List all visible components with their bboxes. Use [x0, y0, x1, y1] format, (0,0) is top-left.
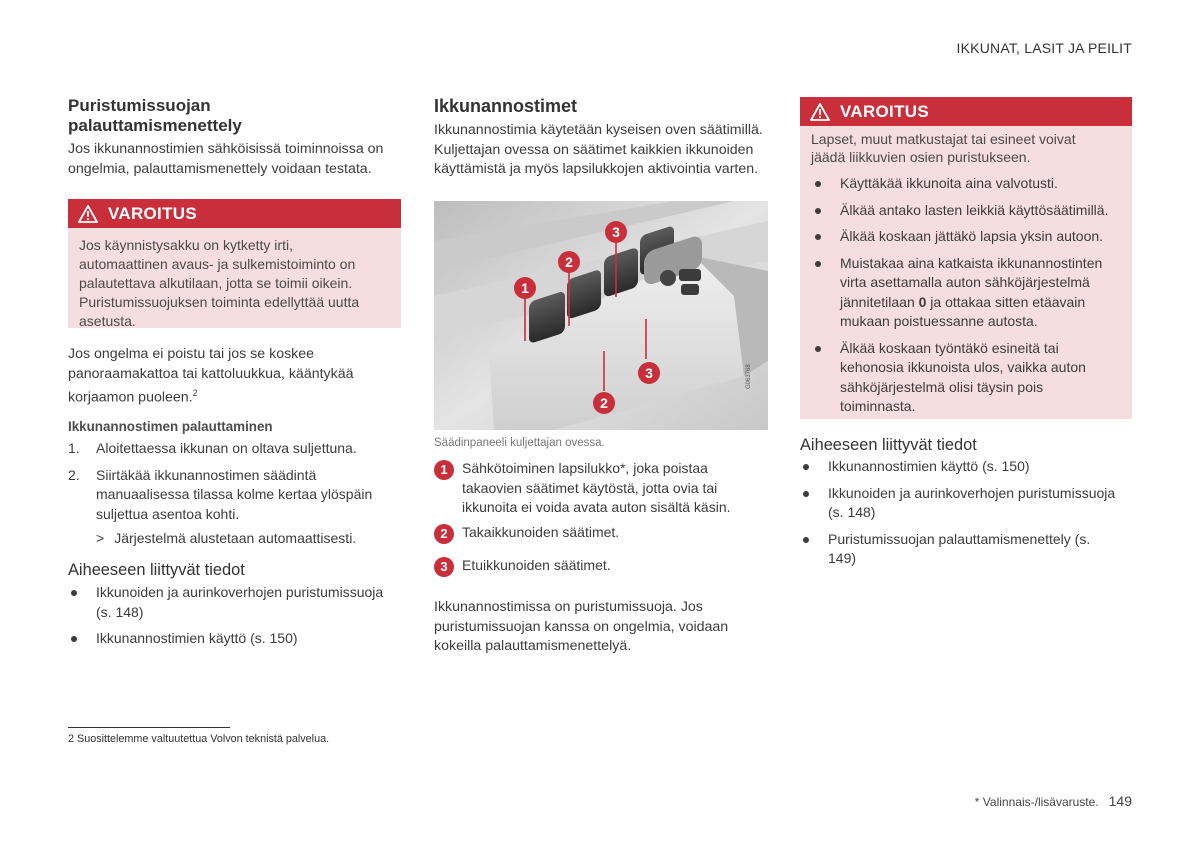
warning-box — [68, 199, 401, 328]
warning-title: VAROITUS — [840, 101, 929, 121]
footnote-number: 2 — [68, 733, 75, 745]
section-heading — [68, 96, 401, 136]
subheading: Ikkunannostimen palauttaminen — [68, 419, 273, 434]
section-heading: Ikkunannostimet — [434, 96, 578, 116]
related-link[interactable]: Ikkunoiden ja aurinkoverhojen puristumissuoja (s. 148) — [800, 484, 1120, 523]
related-link[interactable]: Ikkunoiden ja aurinkoverhojen puristumissuoja (s. 148) — [68, 583, 388, 622]
warning-triangle-icon — [68, 205, 108, 223]
related-link[interactable]: Ikkunannostimien käyttö (s. 150) — [68, 629, 388, 649]
optional-equipment-note: * Valinnais-/lisävaruste. — [974, 795, 1099, 809]
legend-text: Takaikkunoiden säätimet. — [462, 523, 620, 540]
legend-text: Etuikkunoiden säätimet. — [462, 557, 611, 573]
legend-number: 2 — [434, 524, 454, 544]
related-heading: Aiheeseen liittyvät tiedot — [800, 436, 977, 454]
warning-item-text: Muistakaa aina katkaista ikkunannostinten virta asettamalla auton sähköjärjestelmä jännitetilaan — [840, 254, 1103, 310]
step-text: Siirtäkää ikkunannostimen säädintä manuaalisessa tilassa kolme kertaa ylöspäin suljettua asentoa kohti. — [96, 466, 373, 522]
intro-text: Ikkunannostimia käytetään kyseisen oven säätimillä. Kuljettajan ovessa on säätimet kaikkien ikkunoiden käyttämistä ja myös lapsilukkojen aktivointia varten. — [434, 122, 763, 177]
warning-item-text: ja ottakaa sitten etäavain mukaan poistuessanne autosta. — [840, 293, 1086, 329]
step-number: 1. — [68, 440, 80, 456]
steps-list — [68, 439, 401, 524]
step-text: Aloitettaessa ikkunan on oltava suljettuna. — [96, 440, 357, 456]
step-item — [68, 466, 401, 525]
intro-text: Jos ikkunannostimien sähköisissä toiminnoissa on ongelmia, palauttamismenettely voidaan testata. — [68, 141, 384, 177]
body-paragraph-text: Jos ongelma ei poistu tai jos se koskee panoraamakattoa tai kattoluukkua, kääntykää korjaamon puoleen. — [68, 346, 354, 406]
section-heading-line2: palauttamismenettely — [68, 116, 242, 135]
footnote-text: Suosittelemme valtuutettua Volvon teknistä palvelua. — [77, 733, 330, 745]
step-item — [68, 439, 401, 459]
legend-number: 3 — [434, 557, 454, 577]
page-number: 149 — [1108, 793, 1132, 809]
warning-item: Käyttäkää ikkunoita aina valvotusti. — [812, 174, 1116, 194]
warning-text: Lapset, muut matkustajat tai esineet voivat jäädä liikkuvien osien puristukseen. — [811, 131, 1076, 165]
legend-text: Sähkötoiminen lapsilukko*, joka poistaa takaovien säätimet käytöstä, jotta ovia tai ikkunoita ei voida avata auton sisältä käsin. — [462, 460, 731, 515]
warning-item: Älkää antako lasten leikkiä käyttösäätimillä. — [812, 201, 1116, 221]
step-number: 2. — [68, 466, 80, 483]
warning-header — [68, 199, 401, 228]
warning-box — [800, 97, 1132, 419]
related-heading: Aiheeseen liittyvät tiedot — [68, 561, 245, 579]
related-link[interactable]: Puristumissuojan palauttamismenettely (s. 149) — [800, 530, 1120, 569]
page-footer — [975, 793, 1132, 809]
voltage-mode-value: 0 — [918, 293, 927, 310]
running-header: IKKUNAT, LASIT JA PEILIT — [956, 40, 1132, 56]
warning-header — [800, 97, 1132, 126]
legend-item — [434, 556, 768, 576]
warning-list — [800, 166, 1132, 417]
related-list — [68, 583, 388, 649]
legend-item — [434, 523, 768, 543]
warning-triangle-icon — [800, 103, 840, 121]
warning-item: Älkää koskaan jättäkö lapsia yksin autoon. — [812, 227, 1116, 247]
image-code: G063768 — [746, 364, 752, 389]
warning-item: Älkää koskaan työntäkö esineitä tai kehonosia ikkunoista ulos, vaikka auton sähköjärjestelmä olisi täysin pois toiminnasta. — [812, 339, 1116, 417]
related-list — [800, 457, 1120, 569]
footnote-ref: 2 — [192, 388, 198, 398]
result-arrow-icon: > — [96, 530, 105, 546]
image-caption: Säädinpaneeli kuljettajan ovessa. — [434, 437, 605, 449]
body-paragraph — [68, 345, 398, 408]
callout-legend — [434, 459, 768, 576]
callout-2-lower: 2 — [593, 392, 615, 414]
callout-3-lower: 3 — [638, 362, 660, 384]
warning-text: Jos käynnistysakku on kytketty irti, automaattinen avaus- ja sulkemistoiminto on palautettava alkutilaan, jotta se toimii oikein. Puristumissuojuksen toiminta edellyttää uutta asetusta. — [79, 237, 360, 329]
callout-3: 3 — [605, 221, 627, 243]
body-paragraph: Ikkunannostimissa on puristumissuoja. Jos puristumissuojan kanssa on ongelmia, voidaan kokeilla palauttamismenettelyä. — [434, 599, 729, 654]
legend-number: 1 — [434, 460, 454, 480]
footnote-divider — [68, 727, 230, 728]
section-heading-line1: Puristumissuojan — [68, 96, 211, 115]
warning-title: VAROITUS — [108, 203, 197, 223]
callout-1: 1 — [514, 277, 536, 299]
legend-item — [434, 459, 768, 518]
callout-2: 2 — [558, 251, 580, 273]
door-control-panel-photo — [434, 201, 768, 430]
warning-item — [812, 254, 1116, 332]
step-result — [96, 529, 356, 549]
step-result-text: Järjestelmä alustetaan automaattisesti. — [114, 530, 357, 546]
footnote — [68, 733, 329, 745]
related-link[interactable]: Ikkunannostimien käyttö (s. 150) — [800, 457, 1120, 477]
